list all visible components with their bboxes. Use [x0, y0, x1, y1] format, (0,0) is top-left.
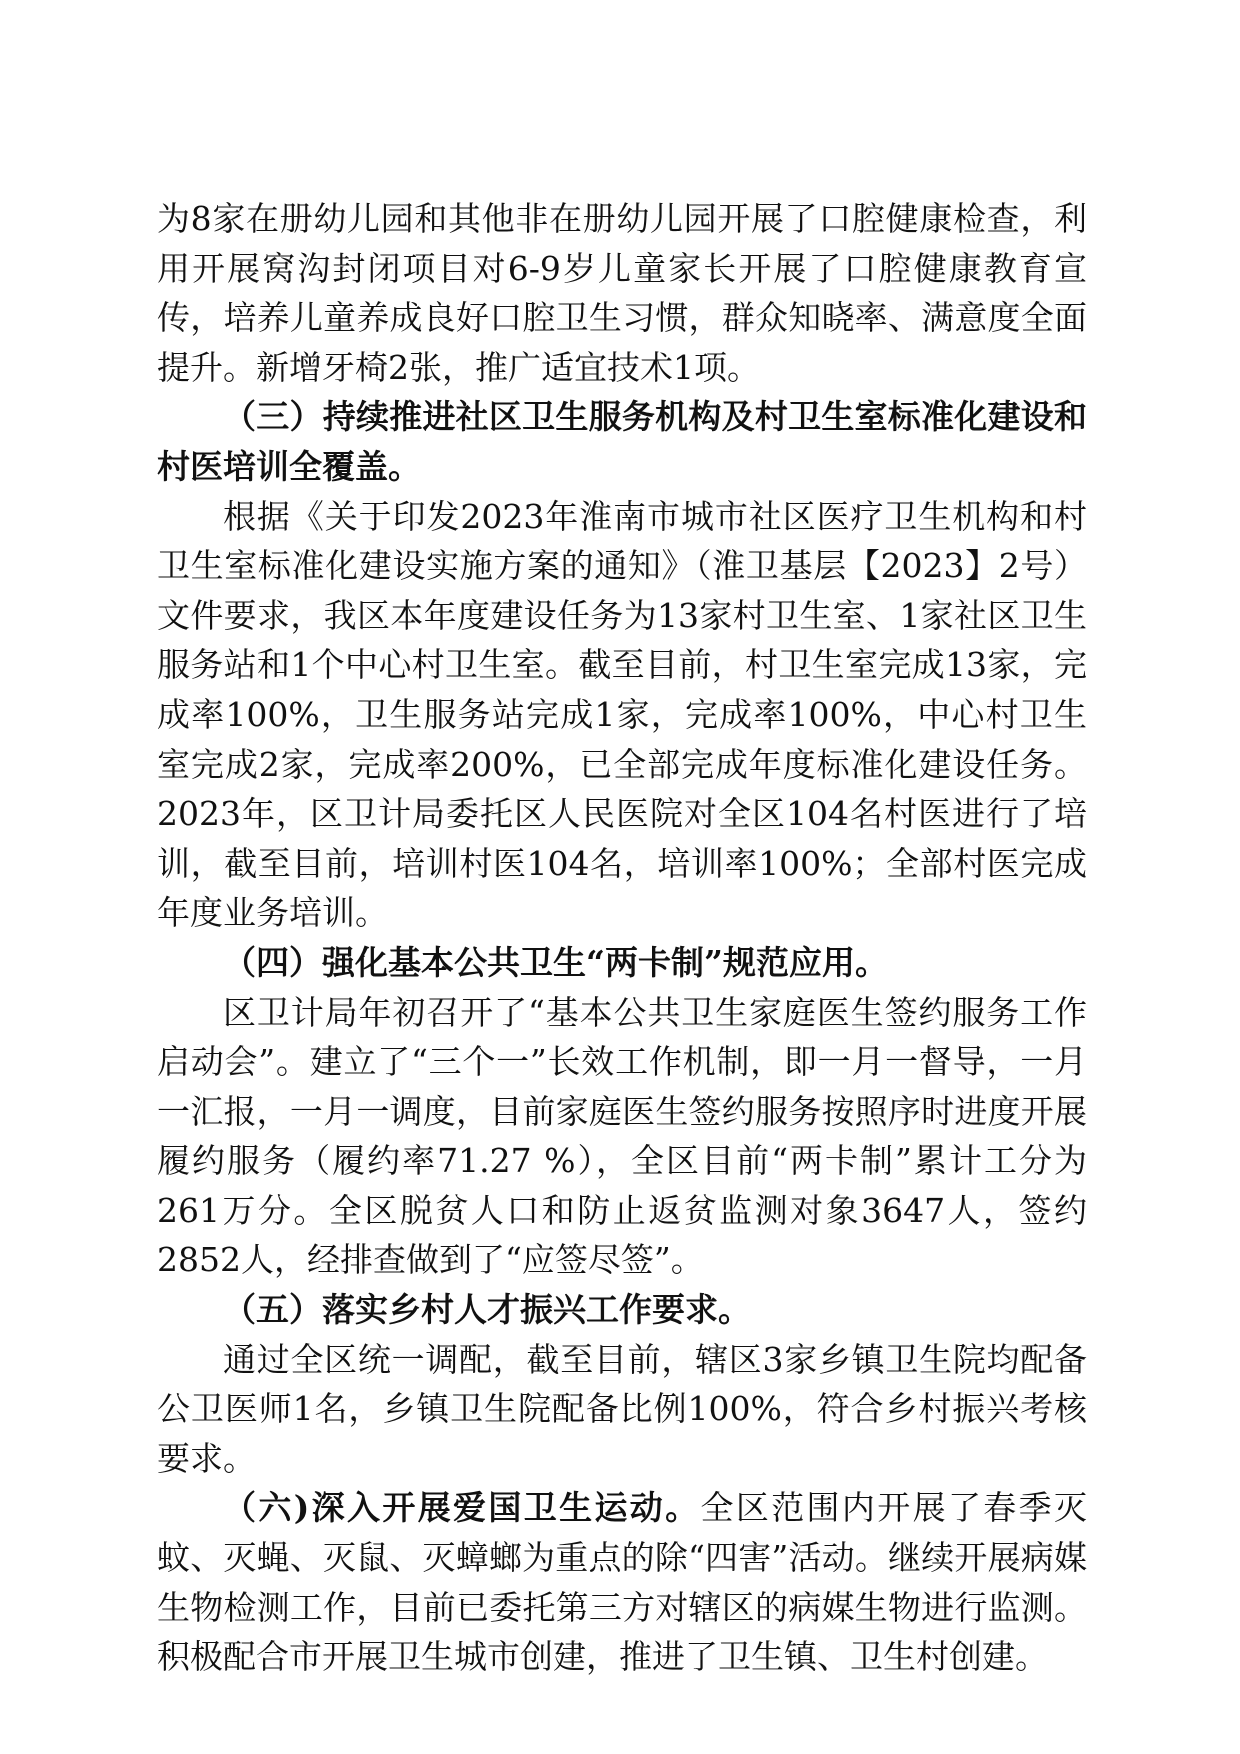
paragraph-patriotic-health-body: 全区范围内开展了春季灭蚊、灭蝇、灭鼠、灭蟑螂为重点的除“四害”活动。继续开展病媒生物检测工作，目前已委托第三方对辖区的病媒生物进行监测。积极配合市开展卫生城市创建，推进了卫生镇、卫生村创建。 — [157, 1488, 1087, 1677]
paragraph-patriotic-health — [157, 1483, 1087, 1681]
section-heading-4: （四）强化基本公共卫生“两卡制”规范应用。 — [223, 942, 888, 982]
section-heading-6: （六)深入开展爱国卫生运动。 — [223, 1488, 701, 1528]
paragraph-rural-talent: 通过全区统一调配，截至目前，辖区3家乡镇卫生院均配备公卫医师1名，乡镇卫生院配备比例100%，符合乡村振兴考核要求。 — [157, 1339, 1087, 1478]
paragraph-oral-health-continuation: 为8家在册幼儿园和其他非在册幼儿园开展了口腔健康检查，利用开展窝沟封闭项目对6-9岁儿童家长开展了口腔健康教育宣传，培养儿童养成良好口腔卫生习惯，群众知晓率、满意度全面提升。新增牙椅2张，推广适宜技术1项。 — [157, 199, 1087, 387]
section-heading-5: （五）落实乡村人才振兴工作要求。 — [223, 1290, 751, 1330]
section-heading-3: （三）持续推进社区卫生服务机构及村卫生室标准化建设和村医培训全覆盖。 — [157, 397, 1087, 486]
paragraph-standardization: 根据《关于印发2023年淮南市城市社区医疗卫生机构和村卫生室标准化建设实施方案的通知》（淮卫基层【2023】2号）文件要求，我区本年度建设任务为13家村卫生室、1家社区卫生服务站和1个中心村卫生室。截至目前，村卫生室完成13家，完成率100%，卫生服务站完成1家，完成率100%，中心村卫生室完成2家，完成率200%，已全部完成年度标准化建设任务。2023年，区卫计局委托区人民医院对全区104名村医进行了培训，截至目前，培训村医104名，培训率100%；全部村医完成年度业务培训。 — [157, 496, 1087, 933]
paragraph-two-card-system: 区卫计局年初召开了“基本公共卫生家庭医生签约服务工作启动会”。建立了“三个一”长效工作机制，即一月一督导，一月一汇报，一月一调度，目前家庭医生签约服务按照序时进度开展履约服务（履约率71.27 %），全区目前“两卡制”累计工分为261万分。全区脱贫人口和防止返贫监测对象3647人，签约2852人，经排查做到了“应签尽签”。 — [157, 992, 1087, 1280]
document-body — [157, 194, 1087, 1682]
